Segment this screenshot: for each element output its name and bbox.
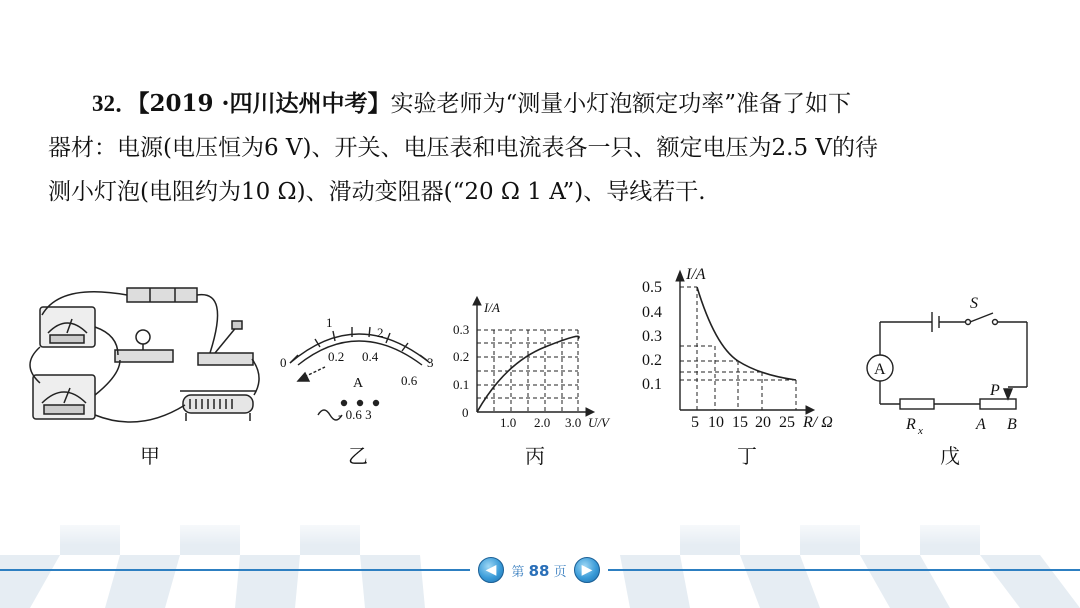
wu-end-b: B [1007,416,1017,433]
ding-ytick-0-5: 0.5 [642,279,662,296]
bing-xtick-3: 3.0 [565,415,582,430]
wu-resistor-label: R [906,416,916,433]
ding-ytick-0-1: 0.1 [642,376,662,393]
page-indicator [511,561,566,580]
wu-ammeter-label: A [874,361,886,378]
bing-ylabel: I/A [484,300,500,315]
bing-ytick-0: 0 [462,405,469,420]
yi-unit: A [353,376,364,391]
ding-xtick-5: 5 [691,414,699,431]
bing-xtick-2: 2.0 [534,415,551,430]
wu-switch-label: S [970,295,978,312]
figure-yi-labels [280,315,434,422]
caption-ding: 丁 [737,444,757,468]
yi-tick-3: 3 [427,355,434,370]
page-prefix: 第 [511,564,525,580]
prev-page-button[interactable] [478,557,504,583]
wu-slider-label: P [990,382,1000,399]
ding-ytick-0-4: 0.4 [642,304,662,321]
figure-ding-labels [642,266,833,431]
yi-tick-0-4: 0.4 [362,349,379,364]
question-line-1 [48,82,1038,126]
arrow-right-icon: ▶ [581,562,593,578]
bing-xtick-1: 1.0 [500,415,517,430]
ding-xtick-15: 15 [732,414,748,431]
yi-tick-1: 1 [326,315,333,330]
question-line-3: 测小灯泡(电阻约为10 Ω)、滑动变阻器(“20 Ω 1 A”)、导线若干. [48,179,706,205]
ding-ytick-0-2: 0.2 [642,352,662,369]
bing-xlabel: U/V [588,415,609,430]
caption-yi: 乙 [348,444,368,468]
yi-tick-2: 2 [377,325,384,340]
figure-ding-graph [676,271,814,414]
next-page-button[interactable] [574,557,600,583]
yi-tick-0: 0 [280,355,287,370]
wu-resistor-sub: x [918,425,923,437]
yi-terminals: - 0.6 3 [338,407,372,422]
ding-ylabel: I/A [686,266,706,283]
caption-wu: 戊 [940,444,960,468]
yi-tick-0-2: 0.2 [328,349,345,364]
wu-end-a: A [976,416,986,433]
source-tag: 【2019 ·四川达州中考】 [138,90,391,117]
ding-xtick-10: 10 [708,414,724,431]
ding-xtick-20: 20 [755,414,771,431]
page-suffix: 页 [553,564,567,580]
figure-jia-apparatus [30,288,259,422]
caption-bing: 丙 [525,444,545,468]
ding-ytick-0-3: 0.3 [642,328,662,345]
ding-xlabel: R/ Ω [803,414,833,431]
question-line-2: 器材：电源(电压恒为6 V)、开关、电压表和电流表各一只、额定电压为2.5 V的待 [48,135,878,161]
figure-wu-labels [874,295,1017,437]
question-line-1-rest: 实验老师为“测量小灯泡额定功率”准备了如下 [390,91,852,117]
question-text [48,82,1038,214]
yi-tick-0-6: 0.6 [401,373,418,388]
page-navigator [478,557,600,583]
bing-ytick-2: 0.2 [453,349,470,364]
bing-ytick-1: 0.1 [453,377,470,392]
caption-jia: 甲 [140,444,160,468]
figure-wu-circuit [867,312,1027,409]
page-number: 88 [528,561,550,580]
question-number: 32． [92,91,138,116]
ding-xtick-25: 25 [779,414,795,431]
arrow-left-icon: ◀ [485,562,497,578]
bing-ytick-3: 0.3 [453,322,470,337]
